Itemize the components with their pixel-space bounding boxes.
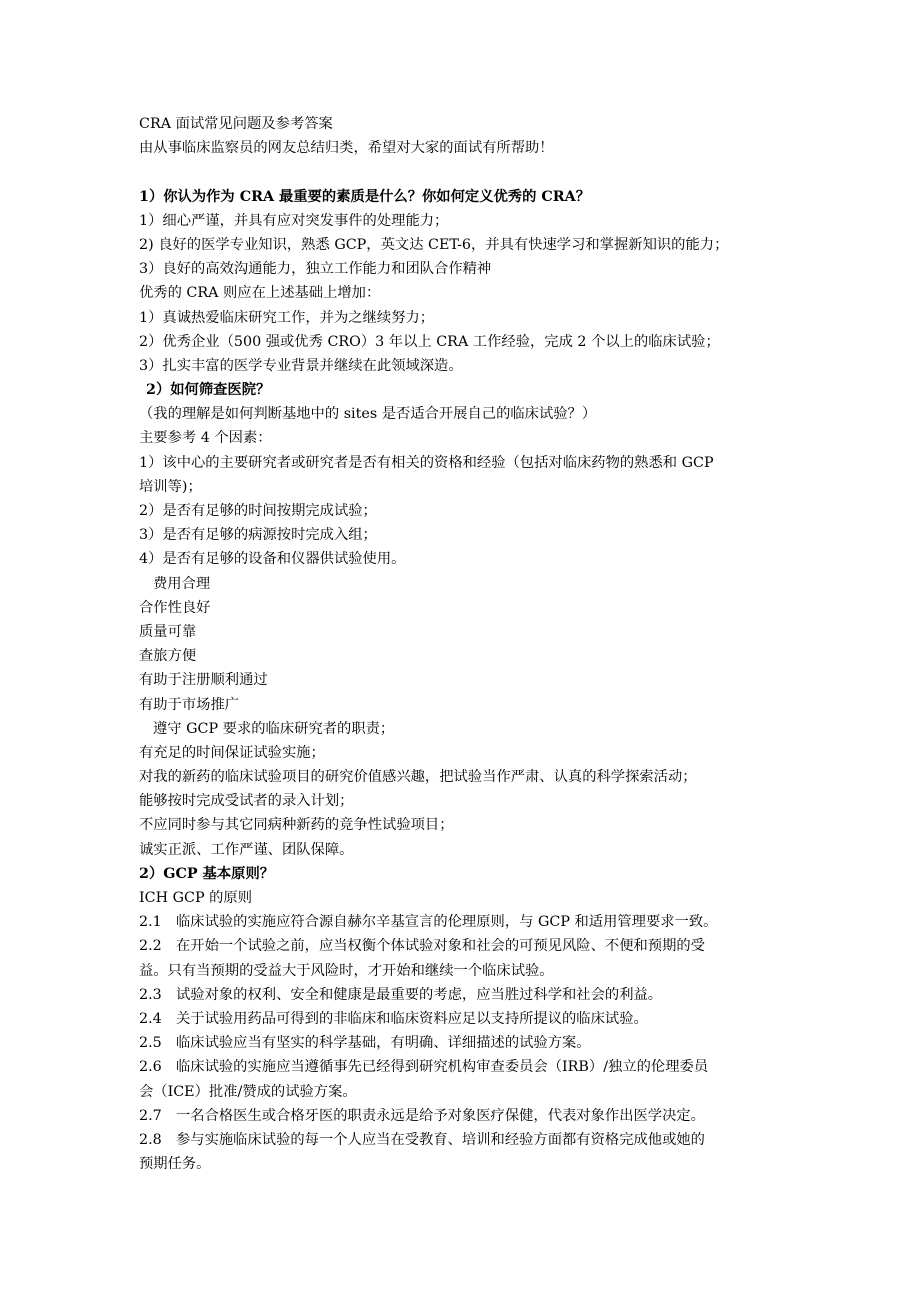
principle-2-6: 2.6 临床试验的实施应当遵循事先已经得到研究机构审查委员会（IRB）/独立的伦理委员	[139, 1059, 709, 1076]
principle-2-2: 2.2 在开始一个试验之前，应当权衡个体试验对象和社会的可预见风险、不便和预期的受	[139, 938, 705, 955]
document-page	[139, 112, 789, 1176]
q2-duty-2: 对我的新药的临床试验项目的研究价值感兴趣，把试验当作严肃、认真的科学探索活动；	[139, 769, 697, 786]
question-3-heading: 2）GCP 基本原则？	[139, 865, 275, 882]
q2-duty-5: 诚实正派、工作严谨、团队保障。	[139, 841, 354, 858]
principle-2-2-cont: 益。只有当预期的受益大于风险时，才开始和继续一个临床试验。	[139, 962, 554, 979]
principle-2-6-cont: 会（ICE）批准/赞成的试验方案。	[139, 1083, 357, 1100]
q2-factor-1-line-1: 1）该中心的主要研究者或研究者是否有相关的资格和经验（包括对临床药物的熟悉和 GCP	[139, 454, 714, 471]
q2-other-3: 查旅方便	[139, 648, 197, 665]
principle-2-8: 2.8 参与实施临床试验的每一个人应当在受教育、培训和经验方面都有资格完成他或她的	[139, 1131, 705, 1148]
q2-other-head: 费用合理	[153, 575, 211, 592]
q1-excellent-2: 2）优秀企业（500 强或优秀 CRO）3 年以上 CRA 工作经验，完成 2 个以上的临床试验；	[139, 333, 720, 350]
q1-excellent-3: 3）扎实丰富的医学专业背景并继续在此领域深造。	[139, 357, 463, 374]
question-1-heading: 1）你认为作为 CRA 最重要的素质是什么？你如何定义优秀的 CRA？	[139, 188, 591, 205]
q2-other-1: 合作性良好	[139, 599, 211, 616]
intro-text: 由从事临床监察员的网友总结归类，希望对大家的面试有所帮助！	[139, 140, 554, 157]
q2-factor-4: 4）是否有足够的设备和仪器供试验使用。	[139, 551, 406, 568]
principle-2-1: 2.1 临床试验的实施应符合源自赫尔辛基宣言的伦理原则，与 GCP 和适用管理要求一致。	[139, 914, 718, 931]
q3-subtitle: ICH GCP 的原则	[139, 890, 253, 906]
q1-answer-2: 2) 良好的医学专业知识，熟悉 GCP，英文达 CET-6，并具有快速学习和掌握新知识的能力；	[139, 236, 729, 253]
principle-2-5: 2.5 临床试验应当有坚实的科学基础，有明确、详细描述的试验方案。	[139, 1035, 591, 1052]
q2-duty-1: 有充足的时间保证试验实施；	[139, 744, 325, 761]
q2-note: （我的理解是如何判断基地中的 sites 是否适合开展自己的临床试验？）	[139, 406, 597, 423]
q2-duty-3: 能够按时完成受试者的录入计划；	[139, 793, 354, 810]
q2-factor-3: 3）是否有足够的病源按时完成入组；	[139, 527, 377, 544]
principle-2-4: 2.4 关于试验用药品可得到的非临床和临床资料应足以支持所提议的临床试验。	[139, 1010, 648, 1027]
principle-2-3: 2.3 试验对象的权利、安全和健康是最重要的考虑，应当胜过科学和社会的利益。	[139, 986, 663, 1003]
principle-2-8-cont: 预期任务。	[139, 1156, 211, 1173]
q1-answer-3: 3）良好的高效沟通能力，独立工作能力和团队合作精神	[139, 261, 492, 278]
q1-excellent-1: 1）真诚热爱临床研究工作，并为之继续努力；	[139, 309, 435, 326]
document-title: CRA 面试常见问题及参考答案	[139, 116, 333, 132]
principles-list	[139, 910, 789, 1176]
principle-2-7: 2.7 一名合格医生或合格牙医的职责永远是给予对象医疗保健，代表对象作出医学决定。	[139, 1107, 705, 1124]
q1-answer-1: 1）细心严谨，并具有应对突发事件的处理能力；	[139, 212, 449, 229]
q2-duty-4: 不应同时参与其它同病种新药的竞争性试验项目；	[139, 817, 454, 834]
q2-factors-intro: 主要参考 4 个因素：	[139, 430, 272, 447]
q1-excellent-intro: 优秀的 CRA 则应在上述基础上增加：	[139, 285, 381, 302]
q2-other-4: 有助于注册顺利通过	[139, 672, 268, 689]
q2-other-2: 质量可靠	[139, 623, 197, 640]
q2-factor-2: 2）是否有足够的时间按期完成试验；	[139, 503, 377, 519]
blank-line	[139, 160, 789, 184]
q2-factor-1-line-2: 培训等)；	[139, 478, 202, 495]
question-2-heading: 2）如何筛查医院？	[146, 382, 271, 399]
q2-duties-head: 遵守 GCP 要求的临床研究者的职责；	[153, 720, 395, 737]
q2-other-5: 有助于市场推广	[139, 696, 240, 713]
